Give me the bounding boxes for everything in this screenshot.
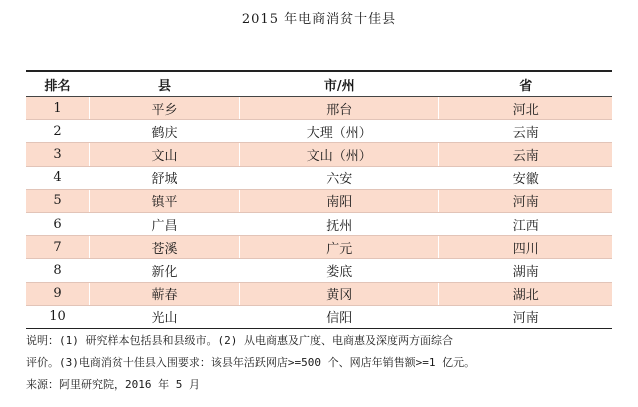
province-cell: 云南 (439, 143, 612, 166)
county-cell: 光山 (89, 305, 239, 328)
table-row (26, 259, 612, 282)
city-cell: 大理（州） (240, 120, 439, 143)
column-header-rank: 排名 (26, 71, 89, 97)
city-cell: 信阳 (240, 305, 439, 328)
province-cell: 江西 (439, 212, 612, 235)
county-cell: 广昌 (89, 212, 239, 235)
table-body (26, 97, 612, 329)
table-row (26, 305, 612, 328)
city-cell: 广元 (240, 236, 439, 259)
county-cell: 平乡 (89, 97, 239, 120)
rank-cell: 7 (26, 236, 89, 259)
table-row (26, 120, 612, 143)
table-row (26, 282, 612, 305)
table-row (26, 166, 612, 189)
rank-cell: 4 (26, 166, 89, 189)
column-header-city: 市/州 (240, 71, 439, 97)
table-header-row (26, 71, 612, 97)
column-header-county: 县 (89, 71, 239, 97)
rank-cell: 6 (26, 212, 89, 235)
rank-cell: 9 (26, 282, 89, 305)
table-row (26, 212, 612, 235)
county-cell: 新化 (89, 259, 239, 282)
county-cell: 鹤庆 (89, 120, 239, 143)
province-cell: 湖南 (439, 259, 612, 282)
rank-cell: 1 (26, 97, 89, 120)
table-row (26, 189, 612, 212)
rank-cell: 2 (26, 120, 89, 143)
table-title: 2015 年电商消贫十佳县 (241, 12, 397, 27)
province-cell: 四川 (439, 236, 612, 259)
province-cell: 河南 (439, 305, 612, 328)
city-cell: 娄底 (240, 259, 439, 282)
rank-cell: 3 (26, 143, 89, 166)
province-cell: 湖北 (439, 282, 612, 305)
table-row (26, 143, 612, 166)
province-cell: 河南 (439, 189, 612, 212)
notes-block (26, 330, 626, 396)
ranking-table (26, 70, 612, 329)
table-row (26, 236, 612, 259)
city-cell: 六安 (240, 166, 439, 189)
rank-cell: 8 (26, 259, 89, 282)
rank-cell: 5 (26, 189, 89, 212)
city-cell: 文山（州） (240, 143, 439, 166)
county-cell: 舒城 (89, 166, 239, 189)
county-cell: 镇平 (89, 189, 239, 212)
county-cell: 蕲春 (89, 282, 239, 305)
city-cell: 南阳 (240, 189, 439, 212)
city-cell: 抚州 (240, 212, 439, 235)
table-row (26, 97, 612, 120)
county-cell: 苍溪 (89, 236, 239, 259)
column-header-province: 省 (439, 71, 612, 97)
county-cell: 文山 (89, 143, 239, 166)
note-line-2: 评价。(3)电商消贫十佳县入围要求：该县年活跃网店>=500 个、网店年销售额>=1 亿元。 (26, 356, 476, 369)
province-cell: 安徽 (439, 166, 612, 189)
source-line: 来源：阿里研究院，2016 年 5 月 (26, 378, 200, 391)
note-line-1: 说明：(1) 研究样本包括县和县级市。(2) 从电商惠及广度、电商惠及深度两方面综合 (26, 334, 453, 347)
province-cell: 云南 (439, 120, 612, 143)
city-cell: 邢台 (240, 97, 439, 120)
rank-cell: 10 (26, 305, 89, 328)
province-cell: 河北 (439, 97, 612, 120)
city-cell: 黄冈 (240, 282, 439, 305)
